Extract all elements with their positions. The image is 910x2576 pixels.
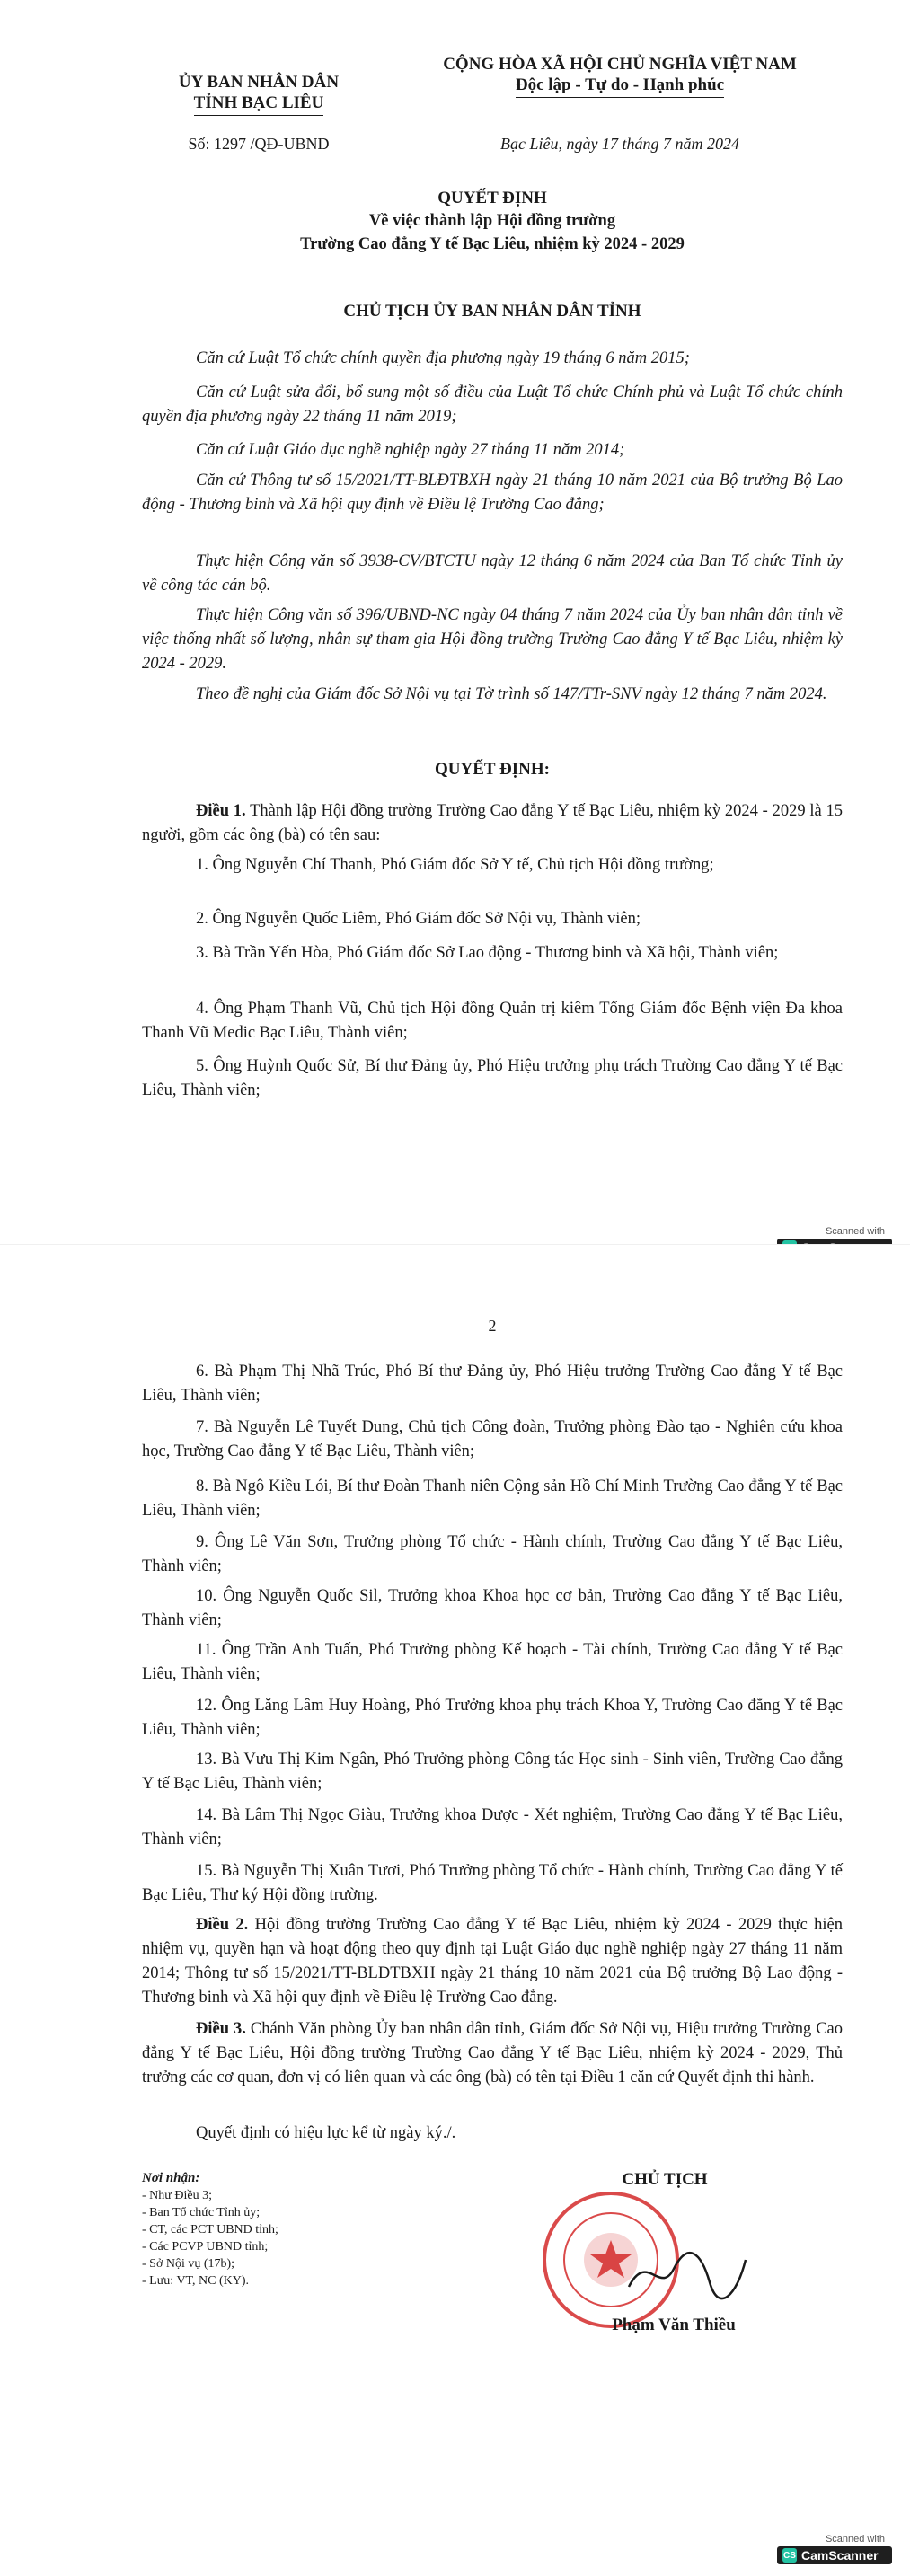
camscanner-brand <box>777 2546 892 2564</box>
member-item: 12. Ông Lăng Lâm Huy Hoàng, Phó Trưởng khoa phụ trách Khoa Y, Trường Cao đẳng Y tế Bạc Liêu, Thành viên; <box>142 1697 843 1739</box>
member-item: 10. Ông Nguyễn Quốc Sil, Trưởng khoa Khoa học cơ bản, Trường Cao đẳng Y tế Bạc Liêu, Thành viên; <box>142 1587 843 1629</box>
effective-clause: Quyết định có hiệu lực kể từ ngày ký./. <box>196 2124 456 2142</box>
decision-title: QUYẾT ĐỊNH <box>437 189 547 207</box>
agency-line-1: ỦY BAN NHÂN DÂN <box>178 73 340 92</box>
camscanner-watermark <box>777 2534 892 2572</box>
member-item: 9. Ông Lê Văn Sơn, Trưởng phòng Tổ chức - Hành chính, Trường Cao đẳng Y tế Bạc Liêu, Thành viên; <box>142 1533 843 1575</box>
recipient-item: - Ban Tổ chức Tỉnh ủy; <box>142 2206 261 2219</box>
article-2 <box>142 1913 843 2010</box>
recipient-item: - Sở Nội vụ (17b); <box>142 2257 235 2271</box>
article-1 <box>142 799 843 848</box>
member-item: 3. Bà Trần Yến Hòa, Phó Giám đốc Sở Lao động - Thương binh và Xã hội, Thành viên; <box>196 944 779 962</box>
national-motto-line-1: CỘNG HÒA XÃ HỘI CHỦ NGHĨA VIỆT NAM <box>443 55 797 74</box>
legal-basis-4: Căn cứ Thông tư số 15/2021/TT-BLĐTBXH ngày 21 tháng 10 năm 2021 của Bộ trưởng Bộ Lao động - Thương binh và Xã hội quy định về Điều lệ Trường Cao đẳng; <box>142 472 843 514</box>
document-page-1 <box>0 0 910 1244</box>
legal-basis-5: Thực hiện Công văn số 3938-CV/BTCTU ngày 12 tháng 6 năm 2024 của Ban Tổ chức Tỉnh ủy về công tác cán bộ. <box>142 552 843 595</box>
member-item: 4. Ông Phạm Thanh Vũ, Chủ tịch Hội đồng Quản trị kiêm Tổng Giám đốc Bệnh viện Đa khoa Thanh Vũ Medic Bạc Liêu, Thành viên; <box>142 1000 843 1042</box>
member-item: 14. Bà Lâm Thị Ngọc Giàu, Trưởng khoa Dược - Xét nghiệm, Trường Cao đẳng Y tế Bạc Liêu, Thành viên; <box>142 1806 843 1848</box>
article-2-label: Điều 2. <box>196 1916 249 1934</box>
article-3-text: Chánh Văn phòng Ủy ban nhân dân tỉnh, Giám đốc Sở Nội vụ, Hiệu trưởng Trường Cao đẳng Y tế Bạc Liêu, Hội đồng trường Trường Cao đẳng Y tế Bạc Liêu, nhiệm kỳ 2024 - 2029, Thủ trưởng các cơ quan, đơn vị có liên quan và các ông (bà) có tên tại Điều 1 căn cứ Quyết định thi hành. <box>142 2020 844 2086</box>
member-item: 2. Ông Nguyễn Quốc Liêm, Phó Giám đốc Sở Nội vụ, Thành viên; <box>196 910 641 928</box>
decision-subtitle-1: Về việc thành lập Hội đồng trường <box>368 212 616 230</box>
article-3-label: Điều 3. <box>196 2020 246 2038</box>
legal-basis-1: Căn cứ Luật Tổ chức chính quyền địa phương ngày 19 tháng 6 năm 2015; <box>196 349 690 367</box>
decision-subtitle-2: Trường Cao đẳng Y tế Bạc Liêu, nhiệm kỳ 2024 - 2029 <box>300 235 685 253</box>
camscanner-logo-icon: CS <box>782 2548 797 2563</box>
member-item: 5. Ông Huỳnh Quốc Sử, Bí thư Đảng ủy, Phó Hiệu trưởng phụ trách Trường Cao đẳng Y tế Bạc Liêu, Thành viên; <box>142 1057 843 1099</box>
article-1-text: Thành lập Hội đồng trường Trường Cao đẳng Y tế Bạc Liêu, nhiệm kỳ 2024 - 2029 là 15 người, gồm các ông (bà) có tên sau: <box>142 802 843 844</box>
signer-name: Phạm Văn Thiều <box>612 2316 736 2334</box>
article-1-label: Điều 1. <box>196 802 246 820</box>
member-item: 8. Bà Ngô Kiều Lói, Bí thư Đoàn Thanh niên Cộng sản Hồ Chí Minh Trường Cao đẳng Y tế Bạc Liêu, Thành viên; <box>142 1478 843 1520</box>
signer-title: CHỦ TỊCH <box>622 2170 708 2189</box>
document-number: Số: 1297 /QĐ-UBND <box>188 135 330 153</box>
document-page-2 <box>0 1244 910 2576</box>
legal-basis-3: Căn cứ Luật Giáo dục nghề nghiệp ngày 27 tháng 11 năm 2014; <box>196 441 625 459</box>
scanned-with-label: Scanned with <box>825 1226 885 1237</box>
handwritten-signature <box>620 2242 755 2305</box>
member-item: 7. Bà Nguyễn Lê Tuyết Dung, Chủ tịch Công đoàn, Trưởng phòng Đào tạo - Nghiên cứu khoa học, Trường Cao đẳng Y tế Bạc Liêu, Thành viên; <box>142 1418 843 1460</box>
agency-line-2: TỈNH BẠC LIÊU <box>194 93 324 116</box>
member-item: 15. Bà Nguyễn Thị Xuân Tươi, Phó Trưởng phòng Tổ chức - Hành chính, Trường Cao đẳng Y tế Bạc Liêu, Thư ký Hội đồng trường. <box>142 1862 843 1904</box>
member-item: 11. Ông Trần Anh Tuấn, Phó Trưởng phòng Kế hoạch - Tài chính, Trường Cao đẳng Y tế Bạc Liêu, Thành viên; <box>142 1641 843 1683</box>
member-item: 6. Bà Phạm Thị Nhã Trúc, Phó Bí thư Đảng ủy, Phó Hiệu trưởng Trường Cao đẳng Y tế Bạc Liêu, Thành viên; <box>142 1363 843 1405</box>
authority-heading: CHỦ TỊCH ỦY BAN NHÂN DÂN TỈNH <box>343 302 641 321</box>
recipient-item: - Các PCVP UBND tỉnh; <box>142 2240 269 2254</box>
member-item: 1. Ông Nguyễn Chí Thanh, Phó Giám đốc Sở Y tế, Chủ tịch Hội đồng trường; <box>196 856 714 874</box>
member-item: 13. Bà Vưu Thị Kim Ngân, Phó Trưởng phòng Công tác Học sinh - Sinh viên, Trường Cao đẳng Y tế Bạc Liêu, Thành viên; <box>142 1751 843 1793</box>
article-3 <box>142 2017 843 2090</box>
legal-basis-2: Căn cứ Luật sửa đổi, bổ sung một số điều của Luật Tổ chức Chính phủ và Luật Tổ chức chính quyền địa phương ngày 22 tháng 11 năm 2019; <box>142 384 843 426</box>
issue-date: Bạc Liêu, ngày 17 tháng 7 năm 2024 <box>500 135 739 153</box>
article-2-text: Hội đồng trường Trường Cao đẳng Y tế Bạc Liêu, nhiệm kỳ 2024 - 2029 thực hiện nhiệm vụ, quyền hạn và hoạt động theo quy định tại Luật Giáo dục nghề nghiệp ngày 27 tháng 11 năm 2014; Thông tư số 15/2021/TT-BLĐTBXH ngày 21 tháng 10 năm 2021 của Bộ trưởng Bộ Lao động - Thương binh và Xã hội quy định về Điều lệ Trường Cao đẳng. <box>142 1916 844 2007</box>
recipients-block <box>142 2170 411 2289</box>
recipients-title: Nơi nhận: <box>142 2171 200 2185</box>
legal-basis-6: Thực hiện Công văn số 396/UBND-NC ngày 04 tháng 7 năm 2024 của Ủy ban nhân dân tỉnh về việc thống nhất số lượng, nhân sự tham gia Hội đồng trường Trường Cao đẳng Y tế Bạc Liêu, nhiệm kỳ 2024 - 2029. <box>142 606 843 673</box>
decision-heading: QUYẾT ĐỊNH: <box>435 760 550 779</box>
legal-basis-7: Theo đề nghị của Giám đốc Sở Nội vụ tại Tờ trình số 147/TTr-SNV ngày 12 tháng 7 năm 2024. <box>196 685 827 703</box>
recipient-item: - Như Điều 3; <box>142 2189 212 2202</box>
agency-header <box>151 72 367 116</box>
recipient-item: - CT, các PCT UBND tỉnh; <box>142 2223 278 2236</box>
scanned-with-label: Scanned with <box>825 2534 885 2545</box>
national-motto-line-2: Độc lập - Tự do - Hạnh phúc <box>516 75 724 98</box>
camscanner-brand-label: CamScanner <box>801 2548 879 2563</box>
page-number: 2 <box>488 1317 497 1335</box>
national-header <box>395 54 844 98</box>
recipient-item: - Lưu: VT, NC (KY). <box>142 2274 250 2288</box>
